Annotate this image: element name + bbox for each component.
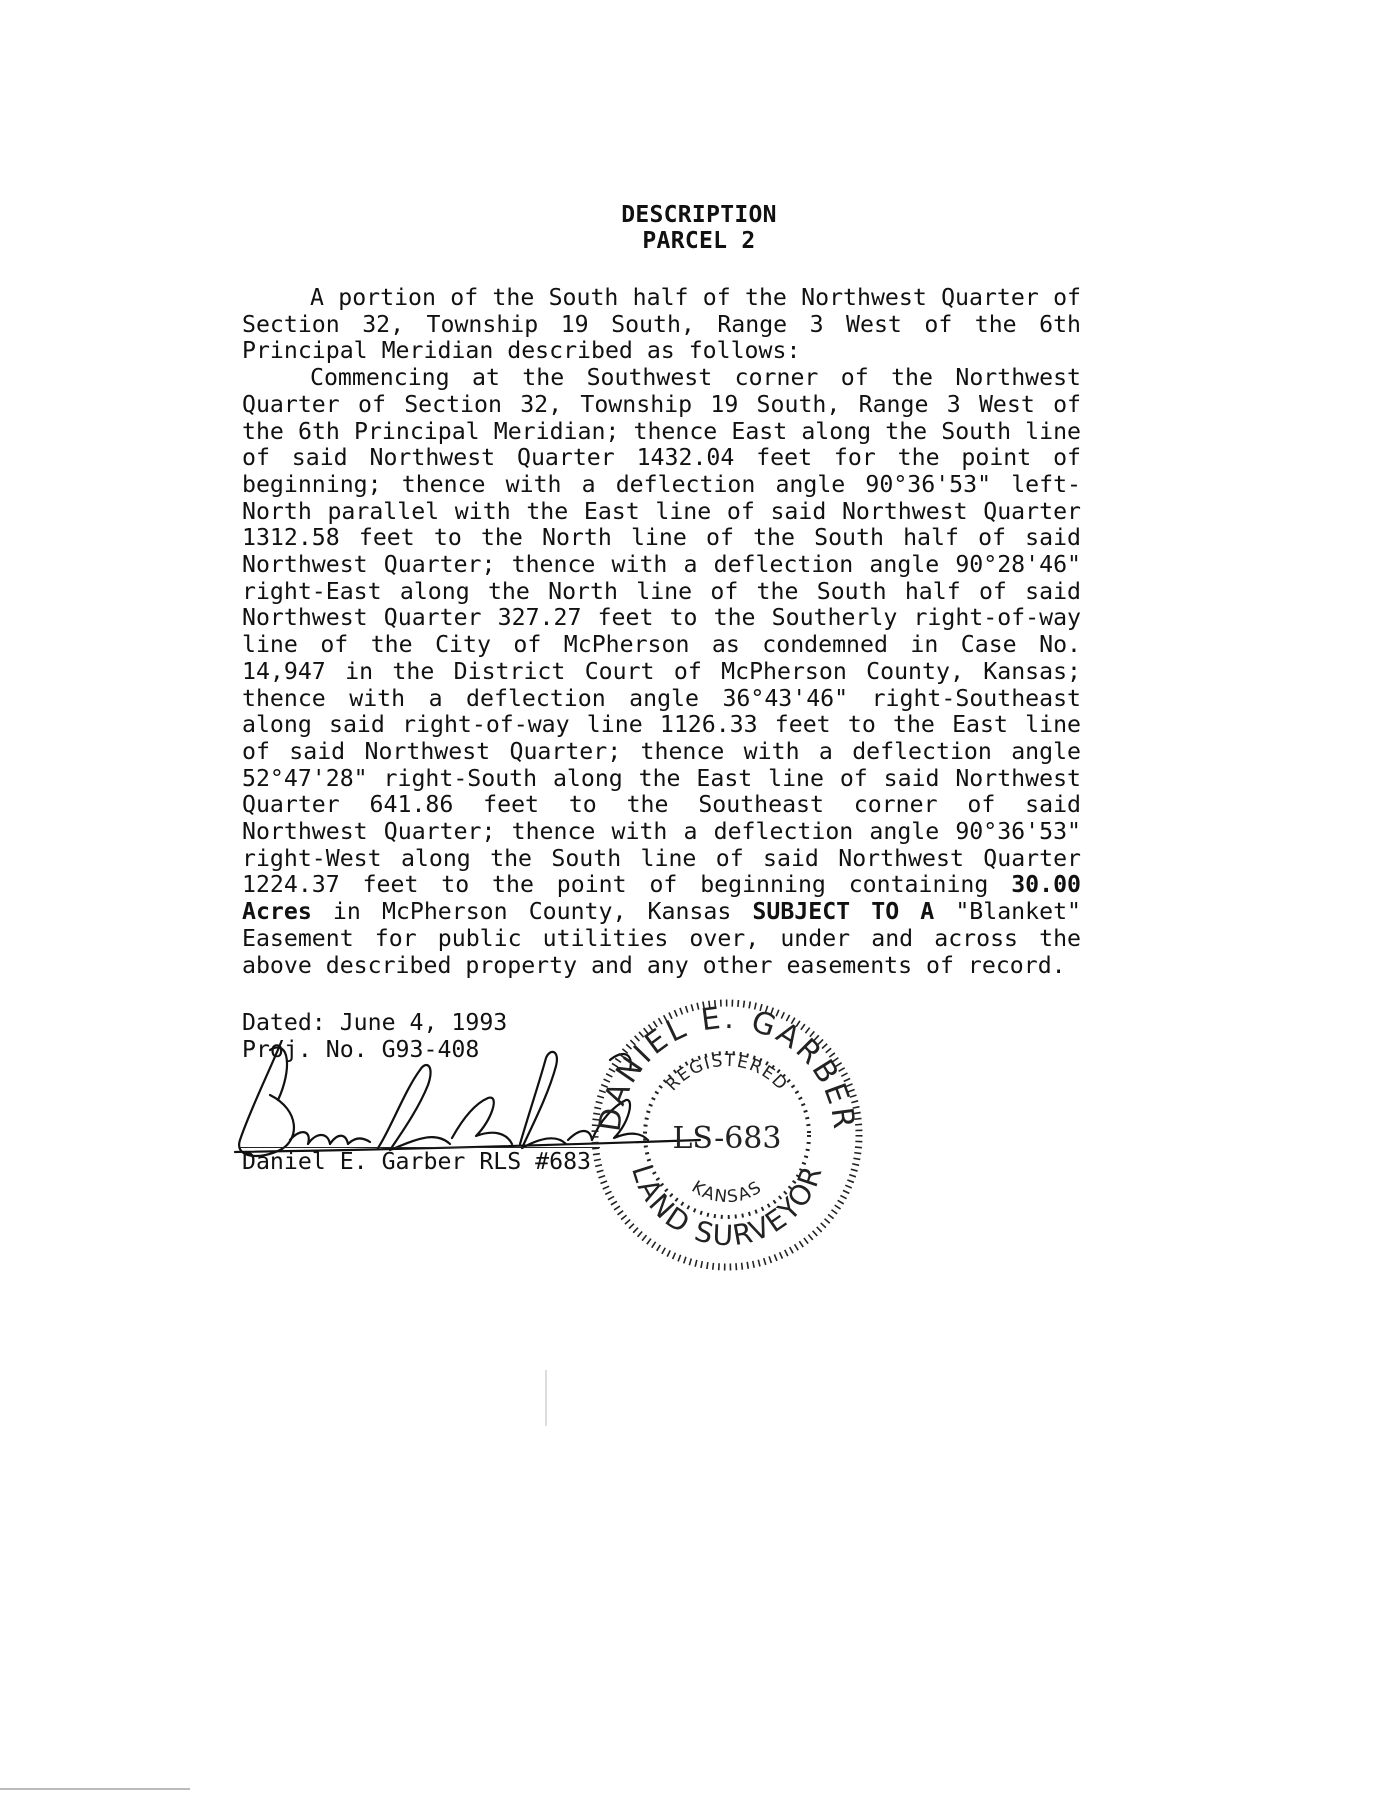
seal-license: LS-683 xyxy=(672,1121,782,1156)
document-title: DESCRIPTION xyxy=(621,202,777,228)
signer-name: Daniel E. Garber RLS #683 xyxy=(242,1148,592,1175)
acreage: 30.00 Acres xyxy=(242,871,1081,926)
scan-mark xyxy=(545,1370,547,1426)
seal-inner-bottom: KANSAS xyxy=(688,1177,766,1208)
description-text: Commencing at the Southwest corner of the Northwest Quarter of Section 32, Township 19 South, Range 3 West of the 6th Principal Meridian; thence East along the South line of said Northwest Quarter 1432.04 feet for the point of beginning; thence with a deflection angle 90°36'53" left-North parallel with the East line of said Northwest Quarter 1312.58 feet to the North line of the South half of said Northwest Quarter; thence with a deflection angle 90°28'46" right-East along the North line of the South half of said Northwest Quarter 327.27 feet to the Southerly right-of-way line of the City of McPherson as condemned in Case No. 14,947 in the District Court of McPherson County, Kansas; thence with a deflection angle 36°43'46" right-Southeast along said right-of-way line 1126.33 feet to the East line of said Northwest Quarter; thence with a deflection angle 52°47'28" right-South along the East line of said Northwest Quarter 641.86 feet to the Southeast corner of said Northwest Quarter; thence with a deflection angle 90°36'53" right-West along the South line of said Northwest Quarter 1224.37 feet to the point of beginning containing xyxy=(242,364,1081,899)
seal-outer-bottom: LAND SURVEYOR xyxy=(625,1160,830,1253)
intro-paragraph: A portion of the South half of the Northwest Quarter of Section 32, Township 19 South, Range 3 West of the 6th Principal Meridian described as follows: xyxy=(242,284,1081,365)
easement-text: "Blanket" Easement for public utilities over, under and across the above described property and any other easements of record. xyxy=(242,898,1081,979)
document-subtitle: PARCEL 2 xyxy=(642,228,756,254)
seal-inner-top: REGISTERED xyxy=(662,1050,792,1096)
project-number: Proj. No. G93-408 xyxy=(242,1036,480,1063)
seal-outer-top: DANIEL E. GARBER xyxy=(592,1000,862,1134)
description-paragraph xyxy=(242,365,1081,979)
scan-edge xyxy=(0,1788,190,1790)
legal-description xyxy=(242,285,1081,979)
surveyor-seal xyxy=(590,998,864,1272)
description-county: in McPherson County, Kansas xyxy=(311,898,753,926)
dated-line: Dated: June 4, 1993 xyxy=(242,1009,508,1036)
subject-to: SUBJECT TO A xyxy=(752,898,935,926)
